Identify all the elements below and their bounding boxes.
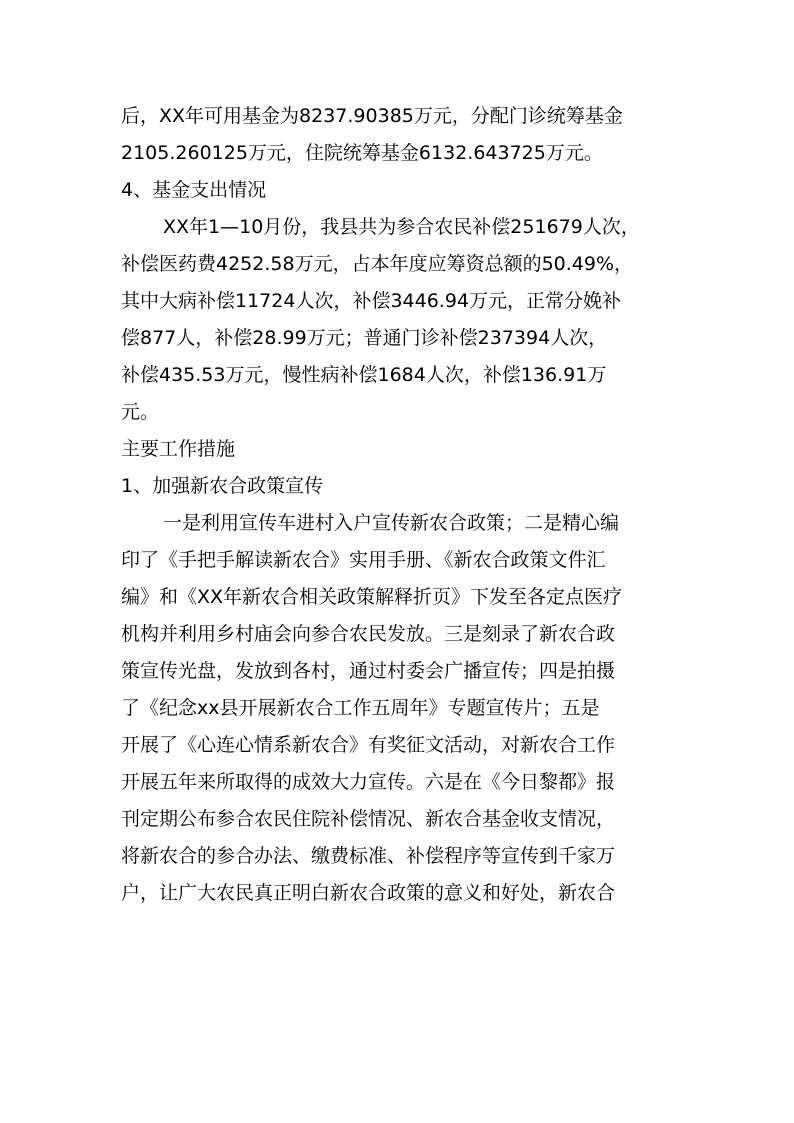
text-line: 将新农合的参合办法、缴费标准、补偿程序等宣传到千家万 [121, 845, 616, 867]
text-line: 补偿医药费4252.58万元，占本年度应筹资总额的50.49%， [121, 253, 634, 275]
text-line: 开展五年来所取得的成效大力宣传。六是在《今日黎都》报 [121, 771, 616, 793]
text-line: 刊定期公布参合农民住院补偿情况、新农合基金收支情况， [121, 808, 616, 830]
text-line: 后，XX年可用基金为8237.90385万元，分配门诊统筹基金 [121, 105, 623, 127]
text-line: 2105.260125万元，住院统筹基金6132.643725万元。 [121, 142, 603, 164]
section-heading: 4、基金支出情况 [121, 179, 267, 201]
text-line: 编》和《XX年新农合相关政策解释折页》下发至各定点医疗 [121, 586, 623, 608]
subsection-heading: 1、加强新农合政策宣传 [121, 475, 324, 497]
text-line: 元。 [121, 401, 160, 423]
text-line: 户，让广大农民真正明白新农合政策的意义和好处，新农合 [121, 882, 616, 904]
paragraph-first-line: XX年1—10月份，我县共为参合农民补偿251679人次， [163, 216, 640, 238]
paragraph-first-line: 一是利用宣传车进村入户宣传新农合政策；二是精心编 [163, 512, 620, 534]
text-line: 偿877人，补偿28.99万元；普通门诊补偿237394人次， [121, 327, 608, 349]
text-line: 印了《手把手解读新农合》实用手册、《新农合政策文件汇 [121, 549, 606, 571]
document-body [121, 98, 681, 912]
text-line: 了《纪念xx县开展新农合工作五周年》专题宣传片；五是 [121, 697, 600, 719]
text-line: 开展了《心连心情系新农合》有奖征文活动，对新农合工作 [121, 734, 616, 756]
text-line: 其中大病补偿11724人次，补偿3446.94万元，正常分娩补 [121, 290, 622, 312]
text-line: 补偿435.53万元，慢性病补偿1684人次，补偿136.91万 [121, 364, 607, 386]
text-line: 机构并利用乡村庙会向参合农民发放。三是刻录了新农合政 [121, 623, 616, 645]
section-heading: 主要工作措施 [121, 438, 236, 460]
text-line: 策宣传光盘，发放到各村，通过村委会广播宣传；四是拍摄 [121, 660, 616, 682]
